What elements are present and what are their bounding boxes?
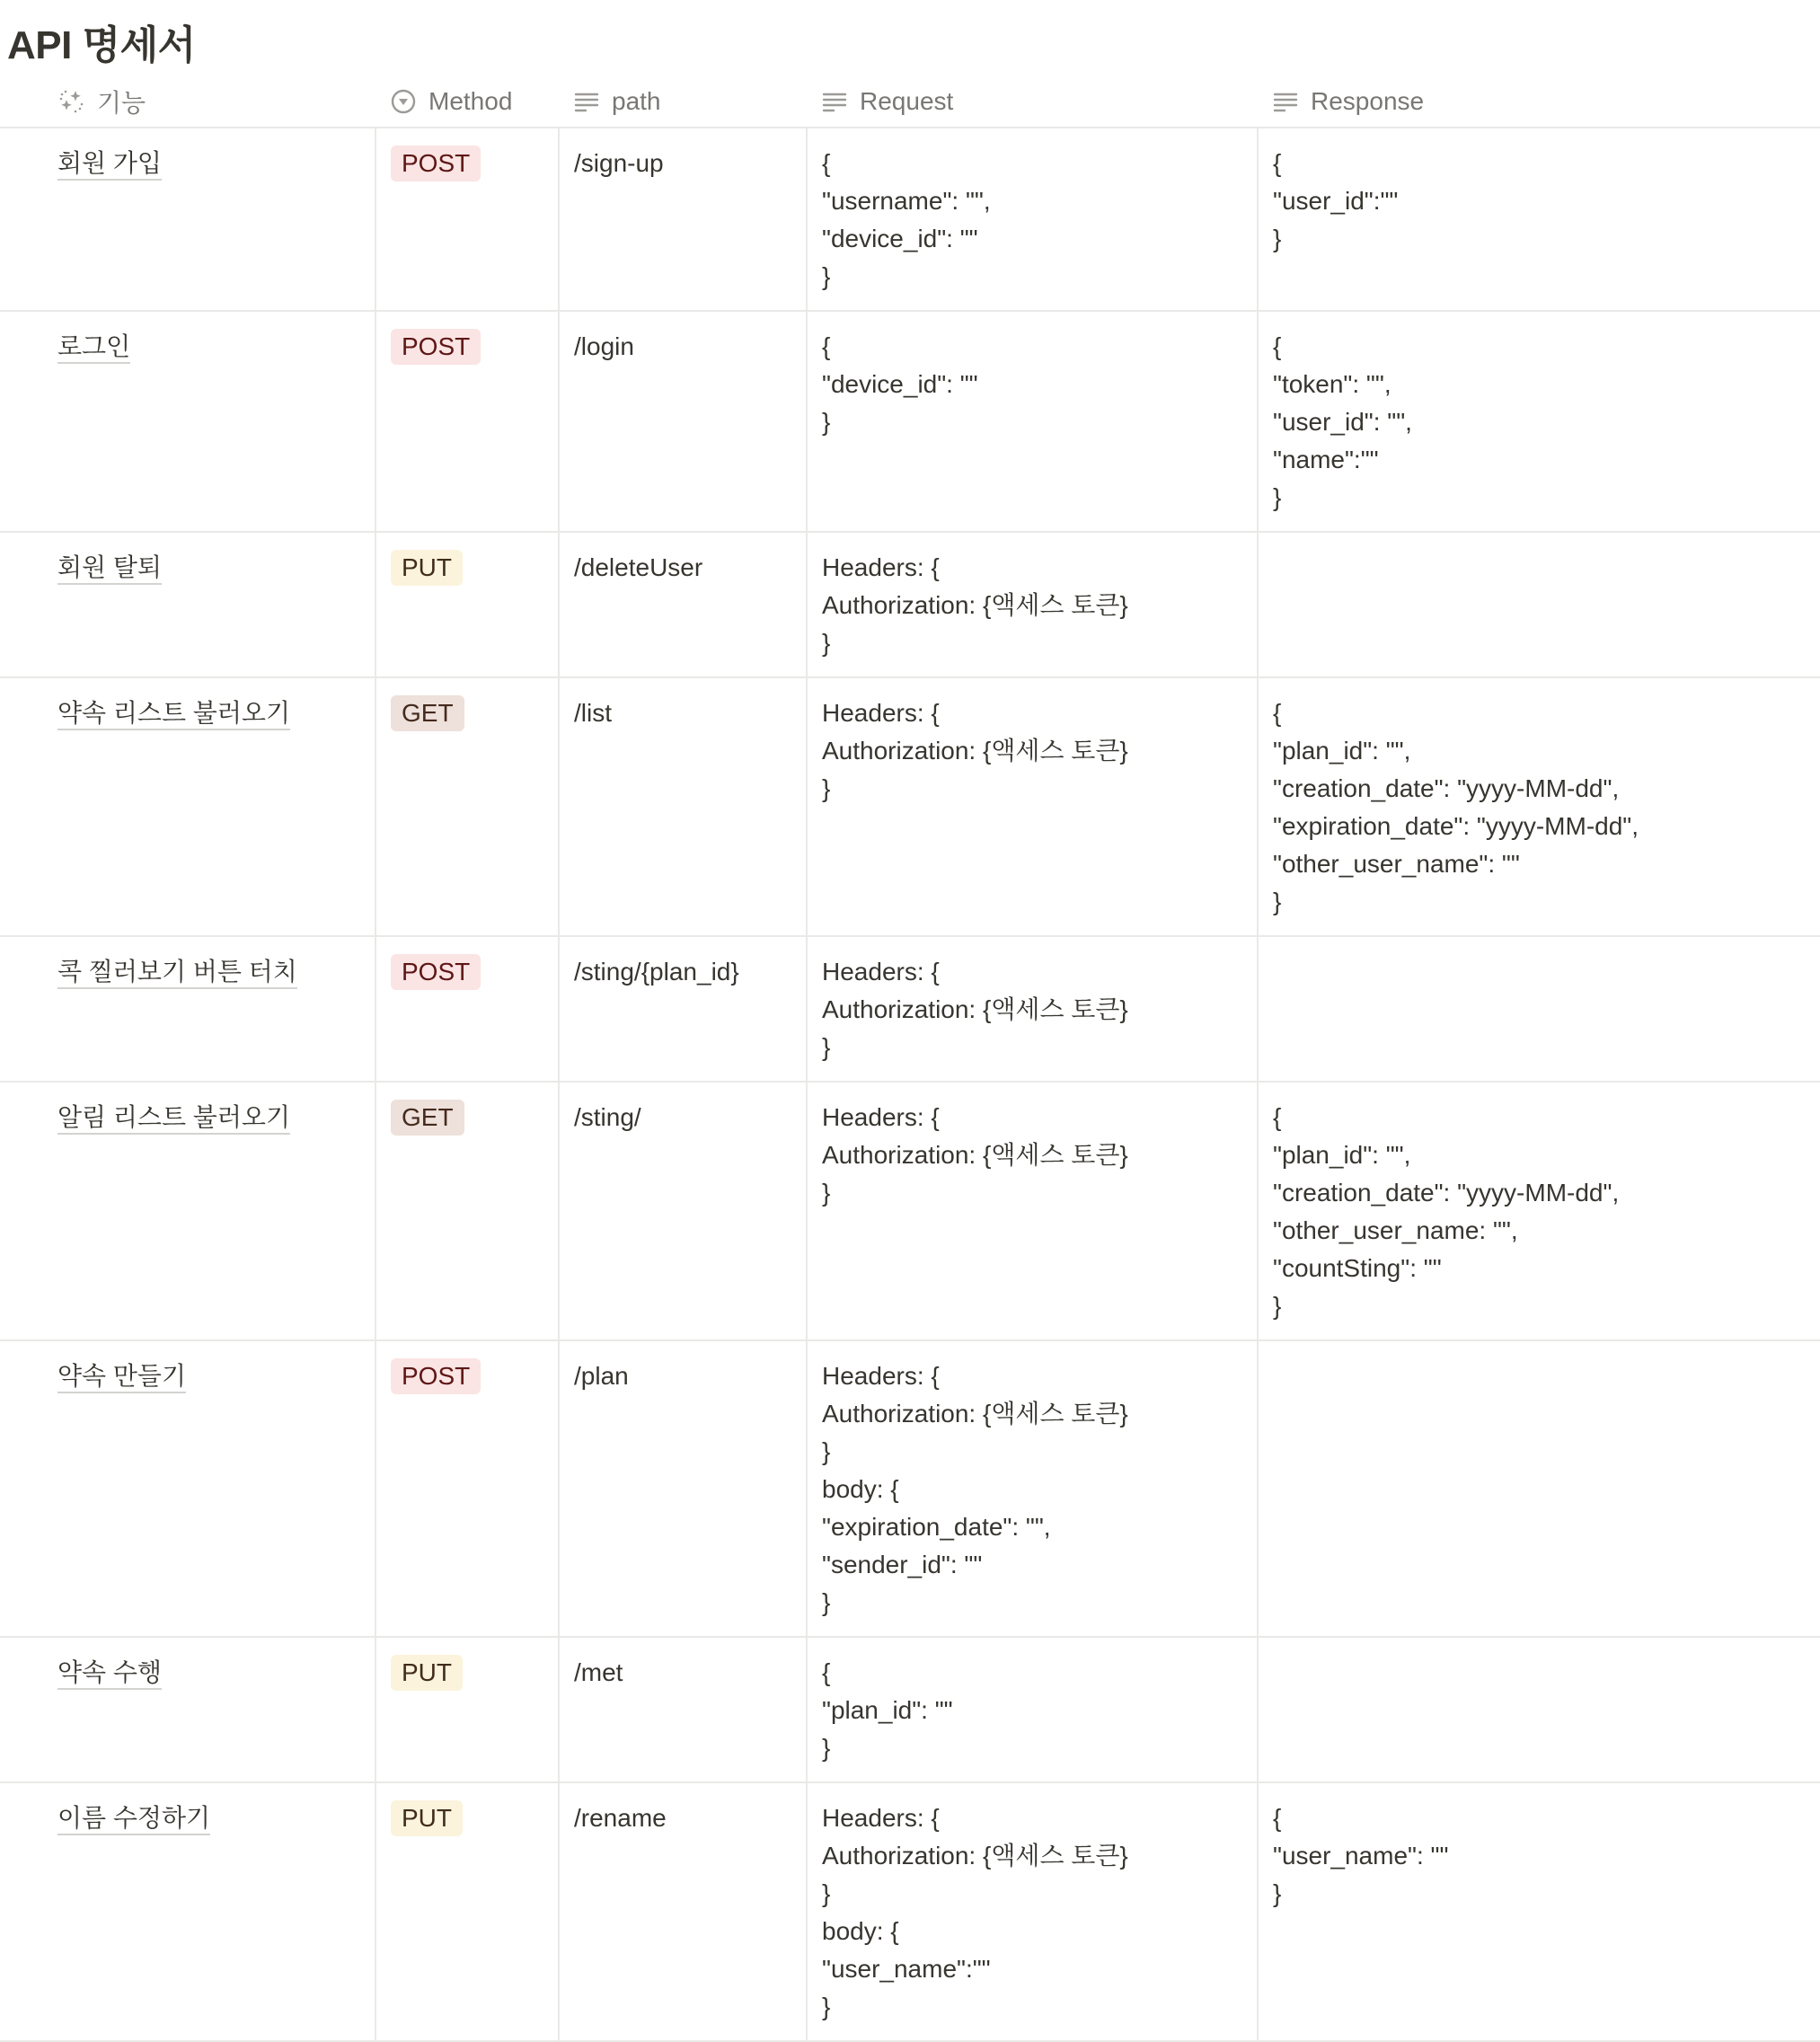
request-line: "expiration_date": "", xyxy=(822,1513,1051,1541)
path-text: /met xyxy=(574,1658,623,1686)
cell-path[interactable] xyxy=(558,1638,806,1781)
cell-feature[interactable] xyxy=(0,533,375,676)
request-line: Headers: { xyxy=(822,1103,940,1131)
request-line: Authorization: {액세스 토큰} xyxy=(822,591,1128,619)
response-line: "name":"" xyxy=(1273,446,1379,473)
cell-path[interactable] xyxy=(558,678,806,935)
cell-path[interactable] xyxy=(558,312,806,531)
response-line: "token": "", xyxy=(1273,370,1392,398)
cell-path[interactable] xyxy=(558,128,806,310)
api-spec-table xyxy=(0,75,1820,2042)
cell-response[interactable] xyxy=(1257,678,1820,935)
cell-method[interactable] xyxy=(375,937,558,1081)
request-line: Headers: { xyxy=(822,958,940,986)
request-line: body: { xyxy=(822,1917,899,1945)
request-line: { xyxy=(822,149,831,177)
feature-page-link[interactable]: 회원 탈퇴 xyxy=(57,552,162,585)
request-line: "sender_id": "" xyxy=(822,1551,983,1578)
column-header-method[interactable] xyxy=(375,75,558,127)
request-line: "device_id": "" xyxy=(822,225,978,252)
table-body xyxy=(0,128,1820,2042)
path-text: /login xyxy=(574,332,634,360)
response-line: { xyxy=(1273,332,1282,360)
request-line: Headers: { xyxy=(822,1804,940,1832)
path-text: /sign-up xyxy=(574,149,664,177)
request-line: } xyxy=(822,1437,831,1465)
cell-feature[interactable] xyxy=(0,678,375,935)
response-line: "countSting": "" xyxy=(1273,1254,1442,1282)
request-line: } xyxy=(822,629,831,657)
request-line: } xyxy=(822,774,831,802)
cell-feature[interactable] xyxy=(0,1341,375,1636)
request-line: } xyxy=(822,1879,831,1907)
text-lines-icon xyxy=(1271,87,1300,116)
request-line: Authorization: {액세스 토큰} xyxy=(822,1141,1128,1169)
method-badge: PUT xyxy=(391,550,463,586)
cell-path[interactable] xyxy=(558,1341,806,1636)
response-line: "user_id": "", xyxy=(1273,408,1412,436)
request-line: Authorization: {액세스 토큰} xyxy=(822,1400,1128,1428)
table-header xyxy=(0,75,1820,128)
table-row[interactable] xyxy=(0,312,1820,533)
column-label: Method xyxy=(428,86,513,115)
path-text: /sting/{plan_id} xyxy=(574,958,739,986)
cell-method[interactable] xyxy=(375,1341,558,1636)
request-line: Authorization: {액세스 토큰} xyxy=(822,995,1128,1023)
column-label: 기능 xyxy=(97,88,146,117)
response-line: { xyxy=(1273,1804,1282,1832)
cell-request[interactable] xyxy=(806,128,1257,310)
response-line: } xyxy=(1273,1292,1282,1320)
cell-method[interactable] xyxy=(375,312,558,531)
cell-path[interactable] xyxy=(558,1083,806,1339)
response-line: } xyxy=(1273,1879,1282,1907)
cell-feature[interactable] xyxy=(0,937,375,1081)
cell-response[interactable] xyxy=(1257,1783,1820,2040)
cell-response[interactable] xyxy=(1257,312,1820,531)
cell-feature[interactable] xyxy=(0,1783,375,2040)
table-row[interactable] xyxy=(0,1783,1820,2042)
table-row[interactable] xyxy=(0,678,1820,937)
cell-request[interactable] xyxy=(806,533,1257,676)
response-line: "plan_id": "", xyxy=(1273,1141,1411,1169)
response-line: } xyxy=(1273,888,1282,915)
cell-method[interactable] xyxy=(375,128,558,310)
cell-request[interactable] xyxy=(806,1341,1257,1636)
cell-request[interactable] xyxy=(806,312,1257,531)
text-lines-icon xyxy=(820,87,849,116)
table-row[interactable] xyxy=(0,533,1820,678)
table-row[interactable] xyxy=(0,1638,1820,1783)
request-line: { xyxy=(822,332,831,360)
cell-feature[interactable] xyxy=(0,128,375,310)
cell-feature[interactable] xyxy=(0,312,375,531)
feature-page-link[interactable]: 로그인 xyxy=(57,331,130,364)
path-text: /deleteUser xyxy=(574,553,703,581)
response-line: "creation_date": "yyyy-MM-dd", xyxy=(1273,774,1620,802)
cell-response[interactable] xyxy=(1257,128,1820,310)
cell-response[interactable] xyxy=(1257,1638,1820,1781)
request-line: } xyxy=(822,1179,831,1207)
cell-method[interactable] xyxy=(375,678,558,935)
request-line: "device_id": "" xyxy=(822,370,978,398)
feature-page-link[interactable]: 약속 만들기 xyxy=(57,1361,186,1393)
cell-request[interactable] xyxy=(806,1083,1257,1339)
cell-request[interactable] xyxy=(806,678,1257,935)
cell-feature[interactable] xyxy=(0,1638,375,1781)
column-label: Response xyxy=(1311,86,1425,115)
request-line: Headers: { xyxy=(822,699,940,727)
cell-method[interactable] xyxy=(375,1083,558,1339)
path-text: /plan xyxy=(574,1362,629,1390)
method-badge: GET xyxy=(391,1100,464,1136)
column-header-response[interactable] xyxy=(1257,75,1820,127)
cell-path[interactable] xyxy=(558,533,806,676)
page-title: API 명세서 xyxy=(7,23,196,67)
response-line: "other_user_name": "" xyxy=(1273,850,1520,878)
path-text: /rename xyxy=(574,1804,667,1832)
request-line: body: { xyxy=(822,1475,899,1503)
table-row[interactable] xyxy=(0,128,1820,312)
cell-request[interactable] xyxy=(806,937,1257,1081)
column-label: path xyxy=(612,86,661,115)
response-line: { xyxy=(1273,1103,1282,1131)
method-badge: POST xyxy=(391,954,481,990)
select-icon xyxy=(389,87,418,116)
feature-page-link[interactable]: 알림 리스트 불러오기 xyxy=(57,1102,290,1135)
response-line: "other_user_name: "", xyxy=(1273,1216,1518,1244)
cell-response[interactable] xyxy=(1257,533,1820,676)
cell-method[interactable] xyxy=(375,533,558,676)
cell-method[interactable] xyxy=(375,1638,558,1781)
feature-page-link[interactable]: 회원 가입 xyxy=(57,148,162,181)
request-line: } xyxy=(822,1033,831,1061)
method-badge: POST xyxy=(391,146,481,181)
method-badge: POST xyxy=(391,329,481,365)
table-row[interactable] xyxy=(0,1341,1820,1638)
cell-method[interactable] xyxy=(375,1783,558,2040)
request-line: } xyxy=(822,1993,831,2020)
path-text: /list xyxy=(574,699,612,727)
column-header-feature[interactable] xyxy=(0,75,375,127)
request-line: } xyxy=(822,408,831,436)
request-line: "user_name":"" xyxy=(822,1955,991,1983)
response-line: } xyxy=(1273,225,1282,252)
method-badge: PUT xyxy=(391,1800,463,1836)
request-line: } xyxy=(822,262,831,290)
table-row[interactable] xyxy=(0,1083,1820,1341)
response-line: "creation_date": "yyyy-MM-dd", xyxy=(1273,1179,1620,1207)
feature-page-link[interactable]: 콕 찔러보기 버튼 터치 xyxy=(57,957,297,989)
request-line: Headers: { xyxy=(822,553,940,581)
response-line: { xyxy=(1273,699,1282,727)
request-line: } xyxy=(822,1588,831,1616)
request-line: Headers: { xyxy=(822,1362,940,1390)
method-badge: PUT xyxy=(391,1655,463,1691)
request-line: Authorization: {액세스 토큰} xyxy=(822,1842,1128,1870)
text-lines-icon xyxy=(572,87,601,116)
request-line: "plan_id": "" xyxy=(822,1696,953,1724)
response-line: { xyxy=(1273,149,1282,177)
feature-page-link[interactable]: 이름 수정하기 xyxy=(57,1803,210,1835)
response-line: } xyxy=(1273,483,1282,511)
ai-sparkle-icon xyxy=(57,87,86,116)
cell-response[interactable] xyxy=(1257,1083,1820,1339)
column-header-request[interactable] xyxy=(806,75,1257,127)
method-badge: POST xyxy=(391,1358,481,1394)
column-label: Request xyxy=(860,86,954,115)
response-line: "expiration_date": "yyyy-MM-dd", xyxy=(1273,812,1639,840)
cell-request[interactable] xyxy=(806,1783,1257,2040)
method-badge: GET xyxy=(391,695,464,731)
request-line: { xyxy=(822,1658,831,1686)
cell-response[interactable] xyxy=(1257,1341,1820,1636)
cell-request[interactable] xyxy=(806,1638,1257,1781)
cell-response[interactable] xyxy=(1257,937,1820,1081)
path-text: /sting/ xyxy=(574,1103,641,1131)
request-line: "username": "", xyxy=(822,187,991,215)
response-line: "user_name": "" xyxy=(1273,1842,1449,1870)
cell-feature[interactable] xyxy=(0,1083,375,1339)
response-line: "plan_id": "", xyxy=(1273,737,1411,765)
cell-path[interactable] xyxy=(558,937,806,1081)
request-line: Authorization: {액세스 토큰} xyxy=(822,737,1128,765)
cell-path[interactable] xyxy=(558,1783,806,2040)
request-line: } xyxy=(822,1734,831,1762)
response-line: "user_id":"" xyxy=(1273,187,1399,215)
feature-page-link[interactable]: 약속 리스트 불러오기 xyxy=(57,698,290,730)
table-row[interactable] xyxy=(0,937,1820,1083)
feature-page-link[interactable]: 약속 수행 xyxy=(57,1657,162,1690)
column-header-path[interactable] xyxy=(558,75,806,127)
